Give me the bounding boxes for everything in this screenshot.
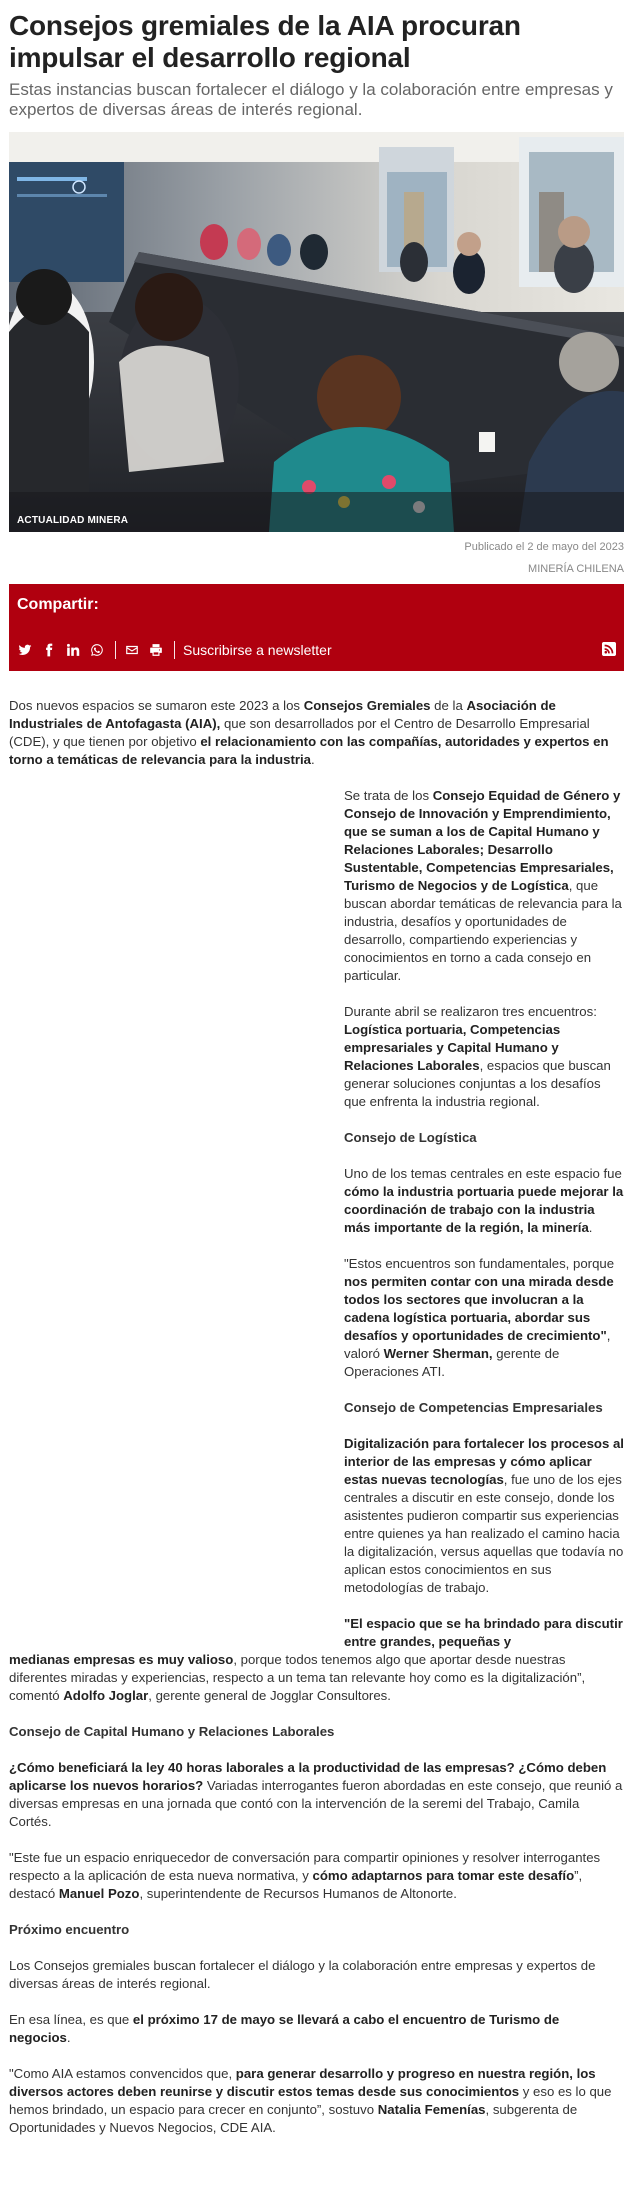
paragraph-consejos: Se trata de los Consejo Equidad de Género y Consejo de Innovación y Emprendimiento, que se suman a los de Capital Humano y Relaciones Laborales; Desarrollo Sustentable, Competencias Empresariales, Turismo de Negocios y de Logística, que buscan abordar temáticas de relevancia para la industria, desafíos y oportunidades de desarrollo, compartiendo experiencias y conocimientos en torno a cada consejo en particular.: [344, 788, 622, 983]
paragraph-encuentros: Durante abril se realizaron tres encuentros: Logística portuaria, Competencias empresariales y Capital Humano y Relaciones Laborales, espacios que buscan generar soluciones conjuntas a los desafíos que enfrenta la industria regional.: [344, 1004, 611, 1109]
paragraph-intro: Dos nuevos espacios se sumaron este 2023 a los Consejos Gremiales de la Asociación de Industriales de Antofagasta (AIA), que son desarrollados por el Centro de Desarrollo Empresarial (CDE), y que tienen por objetivo el relacionamiento con las compañías, autoridades y expertos en torno a temáticas de relevancia para la industria.: [9, 698, 609, 767]
article-hero-image: [9, 132, 624, 532]
newsletter-link[interactable]: Suscribirse a newsletter: [183, 642, 332, 658]
paragraph-competencias: Digitalización para fortalecer los procesos al interior de las empresas y cómo aplicar estas nuevas tecnologías, fue uno de los ejes centrales a discutir en este consejo, donde los asistentes pudieron compartir sus experiencias entre quienes ya han realizado el camino hacia la digitalización, versus aquellas que todavía no aplican estos conocimientos en sus metodologías de trabajo.: [344, 1436, 624, 1595]
email-icon[interactable]: [124, 642, 140, 658]
facebook-icon[interactable]: [41, 642, 57, 658]
twitter-icon[interactable]: [17, 642, 33, 658]
paragraph-proximo: Los Consejos gremiales buscan fortalecer el diálogo y la colaboración entre empresas y expertos de diversas áreas de interés regional.: [9, 1958, 596, 1991]
rss-icon[interactable]: [602, 642, 616, 656]
article-source: MINERÍA CHILENA: [528, 563, 624, 575]
article-body: [9, 697, 624, 2137]
article-subtitle: Estas instancias buscan fortalecer el diálogo y la colaboración entre empresas y expertos de diversas áreas de interés regional.: [9, 80, 613, 119]
share-bar: [9, 584, 624, 671]
right-column: [344, 787, 624, 1651]
paragraph-capital-humano: ¿Cómo beneficiará la ley 40 horas laborales a la productividad de las empresas? ¿Cómo deben aplicarse los nuevos horarios? Variadas interrogantes fueron abordadas en este consejo, que reunió a diversas empresas en una jornada que contó con la intervención de la seremi del Trabajo, Camila Cortés.: [9, 1760, 623, 1829]
print-icon[interactable]: [148, 642, 164, 658]
quote-femenias: "Como AIA estamos convencidos que, para generar desarrollo y progreso en nuestra región, los diversos actores deben reunirse y discutir estos temas desde sus conocimientos y eso es lo que hemos brindado, un espacio para crecer en conjunto”, sostuvo Natalia Femenías, subgerenta de Oportunidades y Nuevos Negocios, CDE AIA.: [9, 2066, 612, 2135]
share-separator-2: [174, 641, 175, 659]
heading-competencias: Consejo de Competencias Empresariales: [344, 1400, 603, 1415]
publish-date: Publicado el 2 de mayo del 2023: [464, 541, 624, 553]
heading-proximo: Próximo encuentro: [9, 1922, 130, 1937]
meeting-photo: [9, 132, 624, 532]
quote-sherman: "Estos encuentros son fundamentales, porque nos permiten contar con una mirada desde todos los sectores que involucran a la cadena logística portuaria, abordar sus desafíos y oportunidades de crecimiento", valoró Werner Sherman, gerente de Operaciones ATI.: [344, 1256, 615, 1379]
heading-logistica: Consejo de Logística: [344, 1130, 477, 1145]
heading-capital-humano: Consejo de Capital Humano y Relaciones Laborales: [9, 1724, 335, 1739]
linkedin-icon[interactable]: [65, 642, 81, 658]
quote-joglar-start: "El espacio que se ha brindado para discutir entre grandes, pequeñas y: [344, 1616, 623, 1649]
paragraph-turismo: En esa línea, es que el próximo 17 de mayo se llevará a cabo el encuentro de Turismo de negocios.: [9, 2012, 560, 2045]
paragraph-logistica: Uno de los temas centrales en este espacio fue cómo la industria portuaria puede mejorar la coordinación de trabajo con la industria más importante de la región, la minería.: [344, 1166, 624, 1235]
share-separator: [115, 641, 116, 659]
article-meta: [9, 540, 624, 576]
share-actions: [17, 640, 616, 660]
image-category-tag: ACTUALIDAD MINERA: [17, 515, 129, 526]
quote-pozo: "Este fue un espacio enriquecedor de conversación para compartir opiniones y resolver interrogantes respecto a la aplicación de esta nueva normativa, y cómo adaptarnos para tomar este desafío”, destacó Manuel Pozo, superintendente de Recursos Humanos de Altonorte.: [9, 1850, 601, 1901]
article-title: Consejos gremiales de la AIA procuran impulsar el desarrollo regional: [9, 10, 521, 73]
share-title: Compartir:: [17, 596, 99, 613]
whatsapp-icon[interactable]: [89, 642, 105, 658]
quote-joglar: medianas empresas es muy valioso, porque todos tenemos algo que aportar desde nuestras diferentes miradas y experiencias, respecto a un tema tan relevante hoy como es la digitalización”, comentó Adolfo Joglar, gerente general de Jogglar Consultores.: [9, 1652, 586, 1703]
